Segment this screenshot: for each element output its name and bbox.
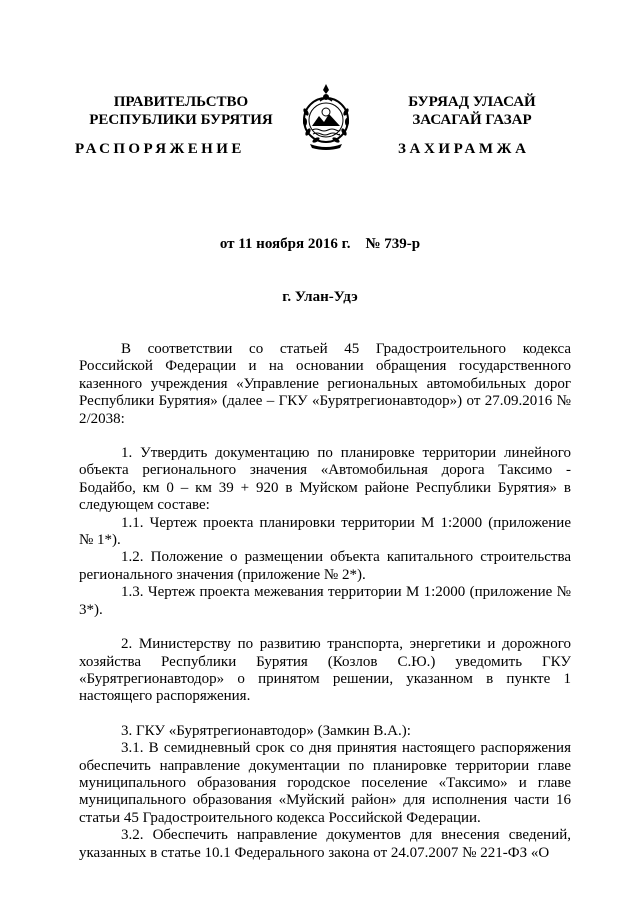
paragraph-1-3: 1.3. Чертеж проекта межевания территории М 1:2000 (приложение № 3*). — [79, 584, 571, 618]
buryatia-coat-of-arms-icon — [298, 82, 354, 150]
paragraph-1-2: 1.2. Положение о размещении объекта капитального строительства регионального значения (приложение № 2*). — [79, 549, 571, 583]
government-name-russian — [72, 93, 290, 129]
government-name-line1: БУРЯАД УЛАСАЙ — [408, 94, 536, 110]
paragraph-intro: В соответствии со статьей 45 Градостроительного кодекса Российской Федерации и на основании обращения государственного казенного учреждения «Управление региональных автомобильных дорог Республики Бурятия» (далее – ГКУ «Бурятрегионавтодор») от 27.09.2016 № 2/2038: — [79, 341, 571, 427]
document-city: г. Улан-Удэ — [282, 289, 358, 305]
paragraph-3: 3. ГКУ «Бурятрегионавтодор» (Замкин В.А.): — [121, 722, 411, 739]
paragraph-3-2: 3.2. Обеспечить направление документов для внесения сведений, указанных в статье 10.1 Федерального закона от 24.07.2007 № 221-ФЗ «О — [79, 827, 571, 861]
government-name-line1: ПРАВИТЕЛЬСТВО — [113, 94, 249, 110]
paragraph-2: 2. Министерству по развитию транспорта, энергетики и дорожного хозяйства Республики Бурятия (Козлов С.Ю.) уведомить ГКУ «Бурятрегионавтодор» о принятом решении, указанном в пункте 1 настоящего распоряжения. — [79, 636, 571, 705]
government-name-line2: ЗАСАГАЙ ГАЗАР — [412, 112, 532, 128]
document-type-russian: РАСПОРЯЖЕНИЕ — [75, 141, 245, 157]
paragraph-3-1: 3.1. В семидневный срок со дня принятия настоящего распоряжения обеспечить направление документации по планировке территории главе муниципального образования городское поселение «Таксимо» и главе муниципального образования «Муйский район» для исполнения части 16 статьи 45 Градостроительного кодекса Российской Федерации. — [79, 740, 571, 826]
paragraph-1: 1. Утвердить документацию по планировке территории линейного объекта регионального значения «Автомобильная дорога Таксимо - Бодайбо, км 0 – км 39 + 920 в Муйском районе Республики Бурятия» в следующем составе: — [79, 445, 571, 514]
government-name-line2: РЕСПУБЛИКИ БУРЯТИЯ — [89, 112, 273, 128]
paragraph-1-1: 1.1. Чертеж проекта планировки территории М 1:2000 (приложение № 1*). — [79, 514, 571, 549]
document-date-number: от 11 ноября 2016 г. № 739-р — [219, 236, 421, 252]
document-body — [79, 341, 571, 862]
document-type-buryat: ЗАХИРАМЖА — [398, 141, 530, 157]
government-name-buryat — [372, 93, 572, 129]
